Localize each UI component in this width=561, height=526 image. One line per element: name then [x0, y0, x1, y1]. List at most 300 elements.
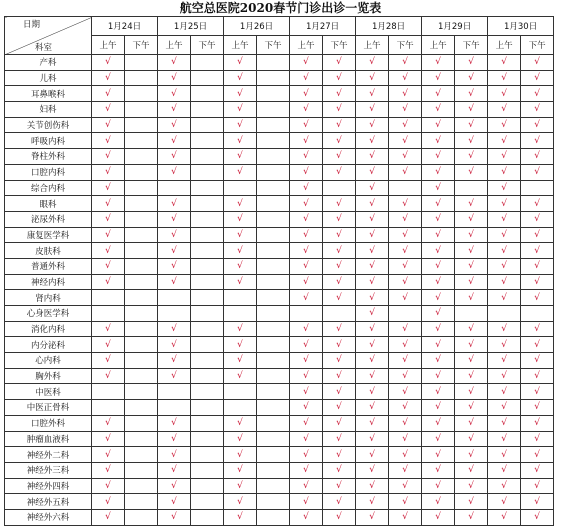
check-mark-icon: √ [501, 276, 507, 287]
schedule-cell [488, 462, 521, 478]
schedule-cell [356, 196, 389, 212]
schedule-cell [521, 337, 554, 353]
schedule-cell [488, 447, 521, 463]
schedule-cell [125, 337, 158, 353]
schedule-cell [290, 55, 323, 71]
check-mark-icon: √ [402, 371, 408, 382]
check-mark-icon: √ [369, 371, 375, 382]
check-mark-icon: √ [303, 512, 309, 523]
department-name: 妇科 [5, 102, 92, 118]
schedule-cell [488, 196, 521, 212]
schedule-cell [356, 447, 389, 463]
schedule-cell [191, 102, 224, 118]
check-mark-icon: √ [237, 245, 243, 256]
check-mark-icon: √ [171, 371, 177, 382]
schedule-cell [92, 494, 125, 510]
schedule-cell [521, 447, 554, 463]
schedule-cell [191, 243, 224, 259]
check-mark-icon: √ [534, 261, 540, 272]
check-mark-icon: √ [336, 465, 342, 476]
schedule-cell [488, 180, 521, 196]
schedule-cell [422, 86, 455, 102]
schedule-cell [290, 180, 323, 196]
schedule-cell [389, 149, 422, 165]
schedule-cell [455, 478, 488, 494]
schedule-cell [92, 384, 125, 400]
check-mark-icon: √ [468, 465, 474, 476]
schedule-cell [158, 306, 191, 322]
check-mark-icon: √ [369, 198, 375, 209]
schedule-cell [125, 274, 158, 290]
check-mark-icon: √ [435, 324, 441, 335]
schedule-cell [125, 180, 158, 196]
schedule-cell [191, 70, 224, 86]
check-mark-icon: √ [171, 512, 177, 523]
check-mark-icon: √ [534, 88, 540, 99]
schedule-cell [422, 133, 455, 149]
schedule-cell [224, 321, 257, 337]
schedule-cell [158, 211, 191, 227]
check-mark-icon: √ [105, 324, 111, 335]
check-mark-icon: √ [534, 151, 540, 162]
check-mark-icon: √ [534, 371, 540, 382]
check-mark-icon: √ [105, 245, 111, 256]
schedule-cell [488, 211, 521, 227]
check-mark-icon: √ [435, 480, 441, 491]
schedule-cell [455, 509, 488, 525]
check-mark-icon: √ [303, 229, 309, 240]
check-mark-icon: √ [468, 104, 474, 115]
check-mark-icon: √ [105, 465, 111, 476]
check-mark-icon: √ [435, 245, 441, 256]
schedule-cell [290, 133, 323, 149]
check-mark-icon: √ [369, 57, 375, 68]
schedule-cell [290, 227, 323, 243]
schedule-cell [323, 180, 356, 196]
schedule-cell [158, 447, 191, 463]
check-mark-icon: √ [435, 57, 441, 68]
schedule-cell [257, 494, 290, 510]
check-mark-icon: √ [534, 496, 540, 507]
check-mark-icon: √ [501, 292, 507, 303]
check-mark-icon: √ [501, 433, 507, 444]
schedule-cell [323, 102, 356, 118]
afternoon-header-cell: 下午 [521, 36, 554, 55]
schedule-cell [125, 258, 158, 274]
check-mark-icon: √ [501, 449, 507, 460]
check-mark-icon: √ [336, 104, 342, 115]
schedule-cell [356, 384, 389, 400]
schedule-cell [158, 164, 191, 180]
schedule-cell [125, 415, 158, 431]
schedule-cell [290, 431, 323, 447]
check-mark-icon: √ [105, 167, 111, 178]
morning-header-cell: 上午 [92, 36, 125, 55]
schedule-cell [422, 102, 455, 118]
schedule-cell [323, 368, 356, 384]
check-mark-icon: √ [402, 496, 408, 507]
check-mark-icon: √ [501, 182, 507, 193]
schedule-cell [389, 478, 422, 494]
check-mark-icon: √ [534, 465, 540, 476]
check-mark-icon: √ [237, 88, 243, 99]
schedule-cell [158, 258, 191, 274]
table-row [5, 290, 554, 306]
check-mark-icon: √ [303, 418, 309, 429]
check-mark-icon: √ [105, 229, 111, 240]
check-mark-icon: √ [468, 371, 474, 382]
check-mark-icon: √ [237, 449, 243, 460]
check-mark-icon: √ [501, 324, 507, 335]
table-row [5, 306, 554, 322]
check-mark-icon: √ [534, 198, 540, 209]
schedule-cell [389, 353, 422, 369]
schedule-cell [356, 180, 389, 196]
check-mark-icon: √ [435, 496, 441, 507]
check-mark-icon: √ [369, 104, 375, 115]
check-mark-icon: √ [171, 355, 177, 366]
schedule-cell [389, 368, 422, 384]
schedule-cell [323, 86, 356, 102]
schedule-cell [92, 102, 125, 118]
check-mark-icon: √ [534, 418, 540, 429]
schedule-cell [191, 368, 224, 384]
table-row [5, 274, 554, 290]
schedule-cell [92, 431, 125, 447]
schedule-cell [158, 70, 191, 86]
check-mark-icon: √ [237, 276, 243, 287]
check-mark-icon: √ [336, 512, 342, 523]
check-mark-icon: √ [171, 276, 177, 287]
check-mark-icon: √ [402, 214, 408, 225]
check-mark-icon: √ [468, 135, 474, 146]
schedule-cell [521, 86, 554, 102]
schedule-cell [422, 462, 455, 478]
check-mark-icon: √ [237, 57, 243, 68]
check-mark-icon: √ [369, 135, 375, 146]
department-name: 脊柱外科 [5, 149, 92, 165]
schedule-cell [257, 478, 290, 494]
department-name: 口腔内科 [5, 164, 92, 180]
schedule-cell [455, 368, 488, 384]
check-mark-icon: √ [237, 496, 243, 507]
table-row [5, 164, 554, 180]
check-mark-icon: √ [303, 73, 309, 84]
schedule-cell [92, 180, 125, 196]
check-mark-icon: √ [534, 120, 540, 131]
check-mark-icon: √ [435, 386, 441, 397]
check-mark-icon: √ [369, 386, 375, 397]
table-row [5, 478, 554, 494]
check-mark-icon: √ [336, 433, 342, 444]
check-mark-icon: √ [501, 73, 507, 84]
department-name: 消化内科 [5, 321, 92, 337]
check-mark-icon: √ [534, 324, 540, 335]
schedule-cell [488, 133, 521, 149]
schedule-cell [389, 211, 422, 227]
schedule-cell [257, 447, 290, 463]
schedule-cell [422, 415, 455, 431]
department-name: 泌尿外科 [5, 211, 92, 227]
check-mark-icon: √ [534, 104, 540, 115]
schedule-cell [356, 368, 389, 384]
schedule-cell [455, 306, 488, 322]
check-mark-icon: √ [435, 214, 441, 225]
check-mark-icon: √ [402, 276, 408, 287]
schedule-body [5, 55, 554, 526]
check-mark-icon: √ [303, 167, 309, 178]
schedule-cell [191, 494, 224, 510]
schedule-cell [455, 290, 488, 306]
schedule-cell [422, 509, 455, 525]
check-mark-icon: √ [237, 433, 243, 444]
schedule-cell [290, 117, 323, 133]
schedule-cell [92, 337, 125, 353]
check-mark-icon: √ [435, 104, 441, 115]
schedule-cell [257, 55, 290, 71]
check-mark-icon: √ [468, 355, 474, 366]
check-mark-icon: √ [534, 339, 540, 350]
schedule-cell [389, 102, 422, 118]
check-mark-icon: √ [303, 433, 309, 444]
check-mark-icon: √ [336, 88, 342, 99]
table-row [5, 86, 554, 102]
check-mark-icon: √ [534, 73, 540, 84]
schedule-cell [488, 70, 521, 86]
check-mark-icon: √ [237, 151, 243, 162]
schedule-cell [290, 321, 323, 337]
check-mark-icon: √ [534, 449, 540, 460]
check-mark-icon: √ [468, 512, 474, 523]
schedule-cell [191, 400, 224, 416]
date-header-cell: 1月26日 [224, 17, 290, 36]
schedule-cell [125, 164, 158, 180]
check-mark-icon: √ [336, 339, 342, 350]
schedule-cell [191, 133, 224, 149]
schedule-cell [125, 149, 158, 165]
schedule-cell [290, 400, 323, 416]
schedule-cell [521, 494, 554, 510]
schedule-cell [290, 384, 323, 400]
schedule-cell [356, 211, 389, 227]
check-mark-icon: √ [105, 120, 111, 131]
schedule-cell [389, 180, 422, 196]
schedule-cell [290, 368, 323, 384]
schedule-cell [290, 447, 323, 463]
schedule-cell [125, 368, 158, 384]
check-mark-icon: √ [369, 480, 375, 491]
check-mark-icon: √ [402, 104, 408, 115]
schedule-cell [422, 180, 455, 196]
schedule-cell [389, 86, 422, 102]
check-mark-icon: √ [171, 433, 177, 444]
schedule-cell [455, 353, 488, 369]
schedule-cell [488, 258, 521, 274]
check-mark-icon: √ [435, 418, 441, 429]
check-mark-icon: √ [171, 104, 177, 115]
schedule-cell [455, 258, 488, 274]
table-row [5, 431, 554, 447]
check-mark-icon: √ [105, 214, 111, 225]
check-mark-icon: √ [501, 198, 507, 209]
schedule-cell [257, 86, 290, 102]
check-mark-icon: √ [171, 418, 177, 429]
schedule-cell [257, 196, 290, 212]
department-name: 神经外五科 [5, 494, 92, 510]
check-mark-icon: √ [171, 324, 177, 335]
check-mark-icon: √ [237, 167, 243, 178]
check-mark-icon: √ [105, 135, 111, 146]
schedule-cell [323, 447, 356, 463]
schedule-cell [422, 337, 455, 353]
check-mark-icon: √ [468, 229, 474, 240]
schedule-cell [422, 353, 455, 369]
check-mark-icon: √ [435, 402, 441, 413]
schedule-cell [488, 337, 521, 353]
table-row [5, 133, 554, 149]
check-mark-icon: √ [501, 496, 507, 507]
check-mark-icon: √ [336, 496, 342, 507]
schedule-cell [125, 462, 158, 478]
table-row [5, 211, 554, 227]
schedule-cell [158, 321, 191, 337]
check-mark-icon: √ [402, 418, 408, 429]
schedule-cell [125, 431, 158, 447]
check-mark-icon: √ [435, 167, 441, 178]
schedule-cell [92, 321, 125, 337]
schedule-cell [521, 164, 554, 180]
check-mark-icon: √ [237, 465, 243, 476]
schedule-cell [290, 353, 323, 369]
schedule-cell [455, 431, 488, 447]
schedule-cell [290, 243, 323, 259]
table-row [5, 494, 554, 510]
schedule-cell [356, 133, 389, 149]
schedule-cell [191, 164, 224, 180]
schedule-cell [389, 290, 422, 306]
schedule-cell [92, 368, 125, 384]
schedule-cell [224, 384, 257, 400]
schedule-cell [521, 400, 554, 416]
check-mark-icon: √ [534, 512, 540, 523]
afternoon-header-cell: 下午 [323, 36, 356, 55]
schedule-cell [191, 415, 224, 431]
schedule-cell [224, 306, 257, 322]
schedule-cell [488, 494, 521, 510]
check-mark-icon: √ [534, 292, 540, 303]
schedule-cell [158, 384, 191, 400]
department-name: 胸外科 [5, 368, 92, 384]
schedule-table [4, 16, 554, 526]
check-mark-icon: √ [468, 433, 474, 444]
schedule-cell [290, 290, 323, 306]
check-mark-icon: √ [501, 245, 507, 256]
schedule-cell [422, 117, 455, 133]
schedule-cell [191, 353, 224, 369]
schedule-cell [191, 86, 224, 102]
schedule-cell [92, 478, 125, 494]
schedule-cell [521, 462, 554, 478]
schedule-cell [92, 86, 125, 102]
check-mark-icon: √ [336, 449, 342, 460]
check-mark-icon: √ [369, 496, 375, 507]
check-mark-icon: √ [501, 418, 507, 429]
date-axis-label: 日期 [23, 20, 41, 30]
schedule-cell [488, 274, 521, 290]
check-mark-icon: √ [171, 73, 177, 84]
schedule-cell [323, 274, 356, 290]
schedule-cell [125, 227, 158, 243]
check-mark-icon: √ [534, 480, 540, 491]
department-name: 肿瘤血液科 [5, 431, 92, 447]
department-name: 关节创伤科 [5, 117, 92, 133]
schedule-cell [356, 117, 389, 133]
check-mark-icon: √ [534, 57, 540, 68]
check-mark-icon: √ [237, 73, 243, 84]
schedule-cell [521, 478, 554, 494]
check-mark-icon: √ [435, 73, 441, 84]
schedule-cell [389, 321, 422, 337]
schedule-cell [488, 400, 521, 416]
check-mark-icon: √ [171, 229, 177, 240]
schedule-cell [422, 494, 455, 510]
schedule-cell [455, 55, 488, 71]
schedule-cell [191, 258, 224, 274]
check-mark-icon: √ [336, 214, 342, 225]
check-mark-icon: √ [435, 355, 441, 366]
schedule-cell [290, 102, 323, 118]
schedule-cell [158, 102, 191, 118]
check-mark-icon: √ [402, 229, 408, 240]
schedule-cell [521, 368, 554, 384]
schedule-cell [125, 70, 158, 86]
schedule-cell [158, 149, 191, 165]
schedule-cell [455, 102, 488, 118]
schedule-cell [158, 494, 191, 510]
schedule-cell [521, 431, 554, 447]
check-mark-icon: √ [501, 104, 507, 115]
schedule-cell [224, 133, 257, 149]
schedule-cell [521, 415, 554, 431]
schedule-cell [92, 117, 125, 133]
check-mark-icon: √ [369, 88, 375, 99]
schedule-cell [191, 227, 224, 243]
table-row [5, 400, 554, 416]
check-mark-icon: √ [402, 512, 408, 523]
check-mark-icon: √ [468, 324, 474, 335]
schedule-cell [92, 70, 125, 86]
schedule-cell [158, 133, 191, 149]
department-name: 神经外二科 [5, 447, 92, 463]
department-name: 肾内科 [5, 290, 92, 306]
schedule-cell [455, 86, 488, 102]
schedule-cell [488, 415, 521, 431]
check-mark-icon: √ [534, 402, 540, 413]
schedule-cell [257, 306, 290, 322]
schedule-cell [455, 196, 488, 212]
check-mark-icon: √ [369, 151, 375, 162]
department-name: 神经外六科 [5, 509, 92, 525]
schedule-cell [323, 321, 356, 337]
check-mark-icon: √ [402, 245, 408, 256]
check-mark-icon: √ [468, 402, 474, 413]
check-mark-icon: √ [303, 276, 309, 287]
schedule-cell [224, 447, 257, 463]
schedule-cell [389, 447, 422, 463]
check-mark-icon: √ [336, 402, 342, 413]
schedule-cell [257, 431, 290, 447]
check-mark-icon: √ [336, 229, 342, 240]
